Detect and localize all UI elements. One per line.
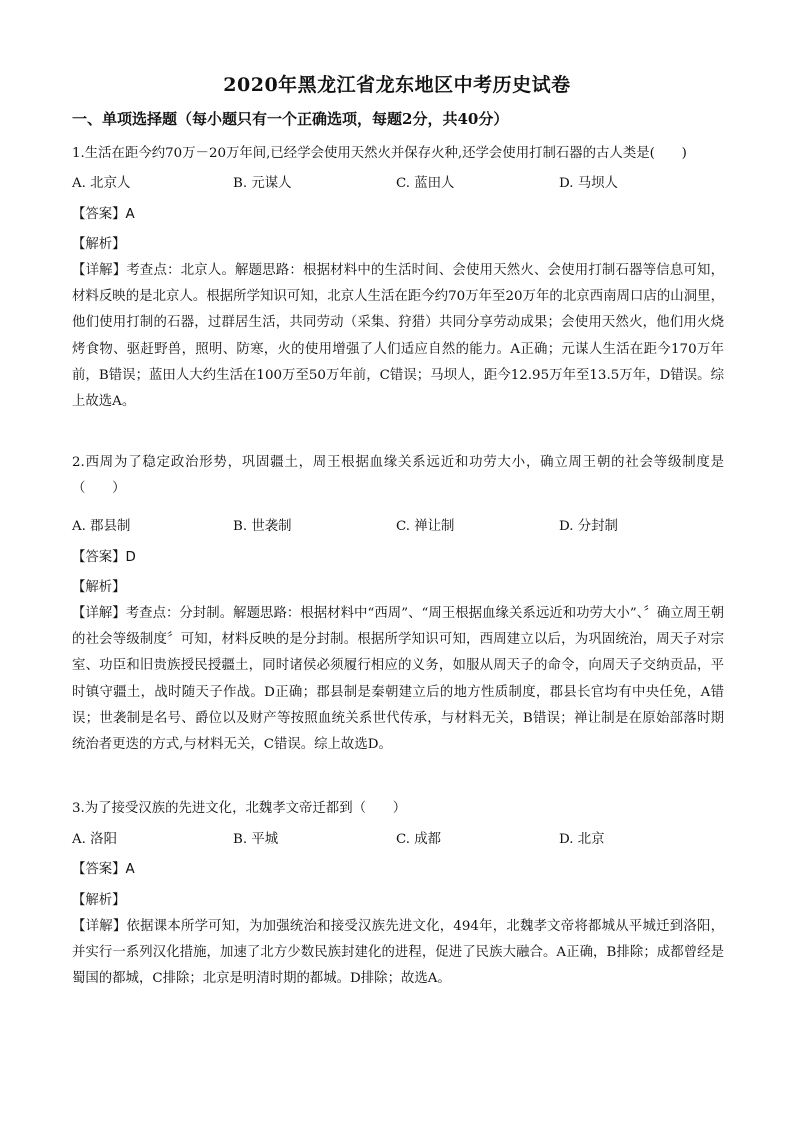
question-2-option-d: D. 分封制 bbox=[559, 519, 618, 534]
question-1-stem: 1.生活在距今约70万－20万年间,已经学会使用天然火并保存火种,还学会使用打制石器的古人类是( ) bbox=[72, 146, 687, 161]
question-3-option-a: A. 洛阳 bbox=[72, 832, 117, 847]
question-2-option-c: C. 禅让制 bbox=[396, 519, 455, 534]
question-2-detail: 【详解】考查点：分封制。解题思路：根据材料中“西周”、“周王根据血缘关系远近和功劳大小”、〞确立周王朝的社会等级制度〞可知，材料反映的是分封制。根据所学知识可知，西周建立以后，为巩固统治，周天子对宗室、功臣和旧贵族授民授疆土，同时诸侯必须履行相应的义务，如服从周天子的命令，向周天子交纳贡品，平时镇守疆土，战时随天子作战。D正确；郡县制是秦朝建立后的地方性质制度，郡县长官均有中央任免，A错误；世袭制是名号、爵位以及财产等按照血统关系世代传承，与材料无关，B错误；禅让制是在原始部落时期统治者更迭的方式,与材料无关，C错误。综上故选D。 bbox=[72, 606, 724, 753]
question-1-detail: 【详解】考查点：北京人。解题思路：根据材料中的生活时间、会使用天然火、会使用打制石器等信息可知，材料反映的是北京人。根据所学知识可知，北京人生活在距今约70万年至20万年的北京西南周口店的山洞里，他们使用打制的石器，过群居生活，共同劳动（采集、狩猎）共同分享劳动成果；会使用天然火，他们用火烧烤食物、驱赶野兽，照明、防寒，火的使用增强了人们适应自然的能力。A正确；元谋人生活在距今170万年前，B错误；蓝田人大约生活在100万至50万年前，C错误；马坝人，距今12.95万年至13.5万年，D错误。综上故选A。 bbox=[72, 263, 724, 410]
question-2-option-b: B. 世袭制 bbox=[233, 519, 292, 534]
question-3-option-d: D. 北京 bbox=[559, 832, 605, 847]
question-2-analysis-label: 【解析】 bbox=[72, 580, 126, 595]
question-1-answer: 【答案】A bbox=[72, 207, 135, 222]
question-1-option-b: B. 元谋人 bbox=[233, 176, 292, 191]
question-3-option-b: B. 平城 bbox=[233, 832, 279, 847]
page-title: 2020年黑龙江省龙东地区中考历史试卷 bbox=[223, 74, 571, 96]
question-2-answer: 【答案】D bbox=[72, 550, 136, 565]
section-heading: 一、单项选择题（每小题只有一个正确选项，每题2分，共40分） bbox=[72, 110, 509, 128]
question-1-option-c: C. 蓝田人 bbox=[396, 176, 455, 191]
question-3-detail: 【详解】依据课本所学可知，为加强统治和接受汉族先进文化，494年，北魏孝文帝将都城从平城迁到洛阳，并实行一系列汉化措施，加速了北方少数民族封建化的进程，促进了民族大融合。A正确，B排除；成都曾经是蜀国的都城，C排除；北京是明清时期的都城。D排除；故选A。 bbox=[72, 919, 724, 987]
question-2-stem: 2.西周为了稳定政治形势，巩固疆土，周王根据血缘关系远近和功劳大小，确立周王朝的社会等级制度是（ ） bbox=[72, 455, 724, 497]
question-1-option-a: A. 北京人 bbox=[72, 176, 131, 191]
question-1-option-d: D. 马坝人 bbox=[559, 176, 618, 191]
question-1-analysis-label: 【解析】 bbox=[72, 237, 126, 252]
question-3-option-c: C. 成都 bbox=[396, 832, 442, 847]
question-3-analysis-label: 【解析】 bbox=[72, 893, 126, 908]
question-3-answer: 【答案】A bbox=[72, 862, 135, 877]
question-2-option-a: A. 郡县制 bbox=[72, 519, 131, 534]
question-3-stem: 3.为了接受汉族的先进文化，北魏孝文帝迁都到（ ） bbox=[72, 801, 407, 816]
